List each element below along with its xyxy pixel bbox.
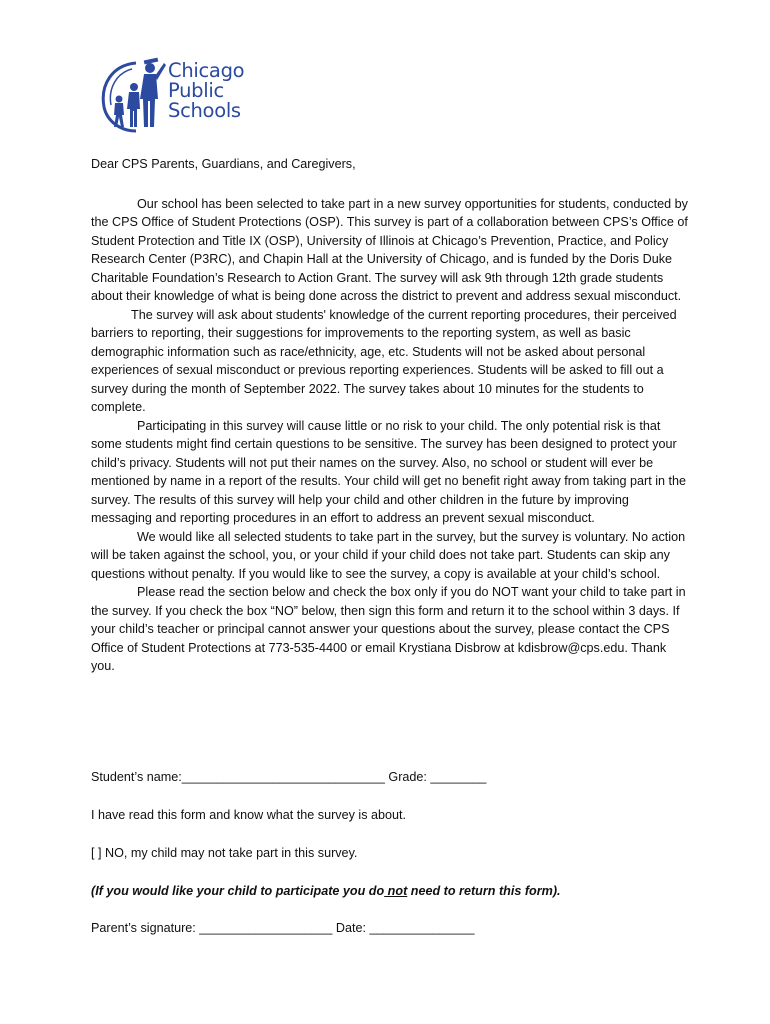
note-after: need to return this form). [407,884,561,898]
letter-body [91,155,691,676]
note-before: (If you would like your child to participate you do [91,884,385,898]
paragraph-5: Please read the section below and check the box only if you do NOT want your child to take part in the survey. If you check the box “NO” below, then sign this form and return it to the school within 3 days. If your child’s teacher or principal cannot answer your questions about the survey, please contact the CPS Office of Student Protections at 773-535-4400 or email Krystiana Disbrow at kdisbrow@cps.edu. Thank you. [91,585,686,673]
paragraph-4: We would like all selected students to take part in the survey, but the survey is voluntary. No action will be taken against the school, you, or your child if your child does not take part. Students can skip any questions without penalty. If you would like to see the survey, a copy is available at your child’s school. [91,529,686,581]
read-acknowledgement: I have read this form and know what the survey is about. [91,808,407,822]
logo-line-chicago: Chicago [168,59,245,82]
participation-note [91,884,561,898]
logo-line-public: Public [168,79,224,102]
student-name-grade-line[interactable]: Student’s name:_____________________________ Grade: ________ [91,770,487,784]
greeting: Dear CPS Parents, Guardians, and Caregivers, [91,157,356,171]
paragraph-2: The survey will ask about students' knowledge of the current reporting procedures, their perceived barriers to reporting, their suggestions for improvements to the reporting system, as well as basic demographic information such as race/ethnicity, age, etc. Students will not be asked about personal experiences of sexual misconduct or previous reporting experiences. Students will be asked to fill out a survey during the month of September 2022. The survey takes about 10 minutes for the students to complete. [91,307,677,414]
no-checkbox-line[interactable]: [ ] NO, my child may not take part in this survey. [91,846,358,860]
signature-date-line[interactable]: Parent’s signature: ___________________ Date: _______________ [91,921,475,935]
logo-wordmark [168,61,244,121]
note-not: not [384,884,408,898]
logo-line-schools: Schools [168,99,241,122]
paragraph-3: Participating in this survey will cause little or no risk to your child. The only potential risk is that some students might find certain questions to be sensitive. The survey has been designed to protect your child’s privacy. Students will not put their names on the survey. Also, no school or student will ever be mentioned by name in a report of the results. Your child will get no benefit right away from taking part in the survey. The results of this survey will help your child and other children in the future by improving messaging and reporting procedures in an effort to address an prevent sexual misconduct. [91,418,687,525]
paragraph-1: Our school has been selected to take part in a new survey opportunities for students, conducted by the CPS Office of Student Protections (OSP). This survey is part of a collaboration between CPS’s Office of Student Protection and Title IX (OSP), University of Illinois at Chicago’s Prevention, Practice, and Policy Research Center (P3RC), and Chapin Hall at the University of Chicago, and is funded by the Doris Duke Charitable Foundation’s Research to Action Grant. The survey will ask 9th through 12th grade students about their knowledge of what is being done across the district to prevent and address sexual misconduct. [91,196,688,303]
cps-logo [98,55,268,135]
logo-emblem [98,55,178,135]
